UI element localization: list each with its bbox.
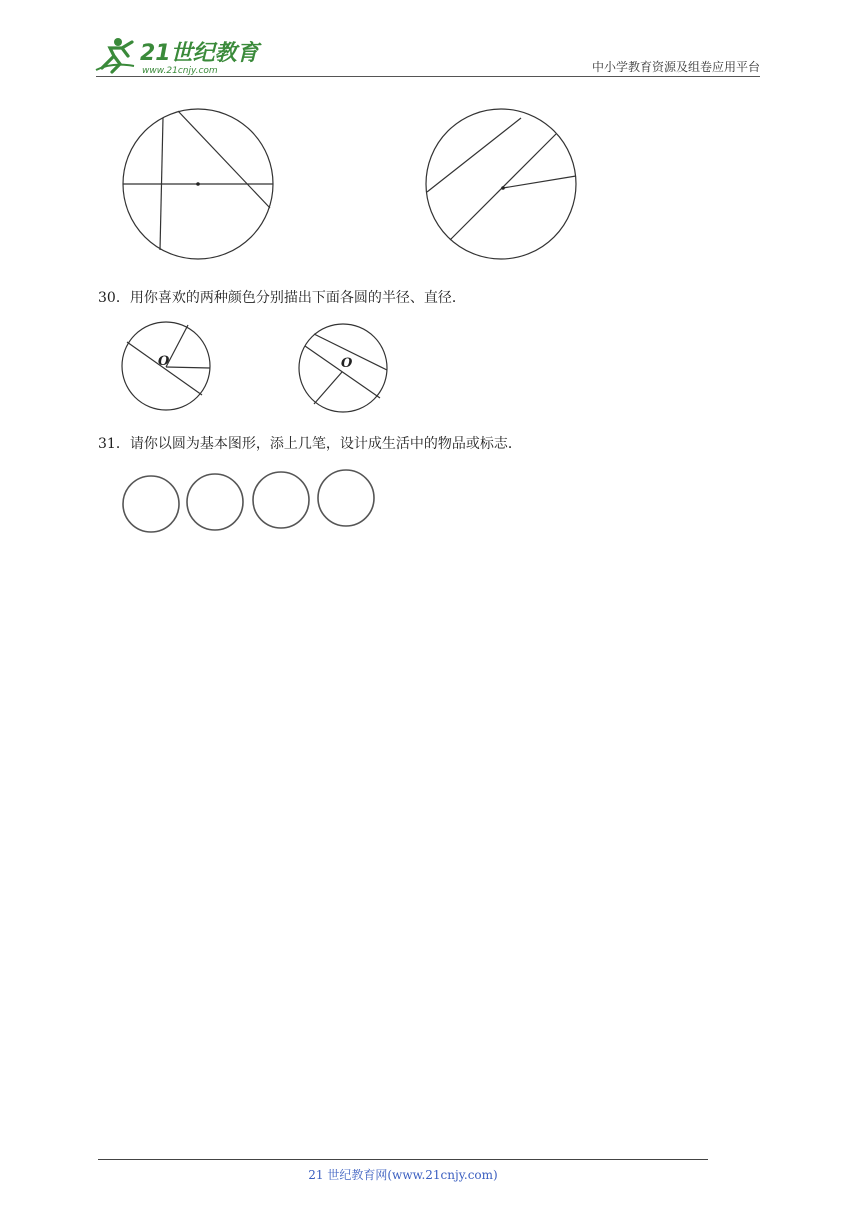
center-label: O (158, 354, 170, 369)
radius-line (314, 372, 342, 404)
figure-circle-1 (120, 108, 280, 268)
site-logo (92, 32, 262, 76)
blank-circle (123, 476, 179, 532)
radius-line (503, 176, 576, 188)
question-30: 30．用你喜欢的两种颜色分别描出下面各圆的半径、直径． (98, 290, 466, 306)
diameter-line (305, 346, 380, 398)
figure-circle-2 (424, 108, 584, 268)
blank-circle (187, 474, 243, 530)
center-label: O (341, 356, 353, 371)
center-point (196, 182, 200, 186)
q30-figure-circle-1 (120, 320, 216, 416)
logo-text: 21世纪教育 (140, 41, 259, 66)
footer-divider (98, 1159, 708, 1160)
blank-circle (318, 470, 374, 526)
question-31: 31．请你以圆为基本图形，添上几笔，设计成生活中的物品或标志． (98, 436, 522, 452)
q31-blank-circles (118, 466, 380, 538)
footer-text: 21 世纪教育网(www.21cnjy.com) (308, 1168, 498, 1182)
q30-figure-circle-2 (296, 320, 392, 416)
blank-circle (253, 472, 309, 528)
center-point (501, 186, 505, 190)
chord-line (178, 111, 270, 208)
chord-line (427, 118, 521, 192)
runner-icon (96, 38, 134, 72)
logo-url: www.21cnjy.com (142, 66, 218, 76)
header-tagline: 中小学教育资源及组卷应用平台 (591, 60, 760, 74)
header-divider (96, 76, 760, 77)
radius-line (166, 367, 210, 368)
